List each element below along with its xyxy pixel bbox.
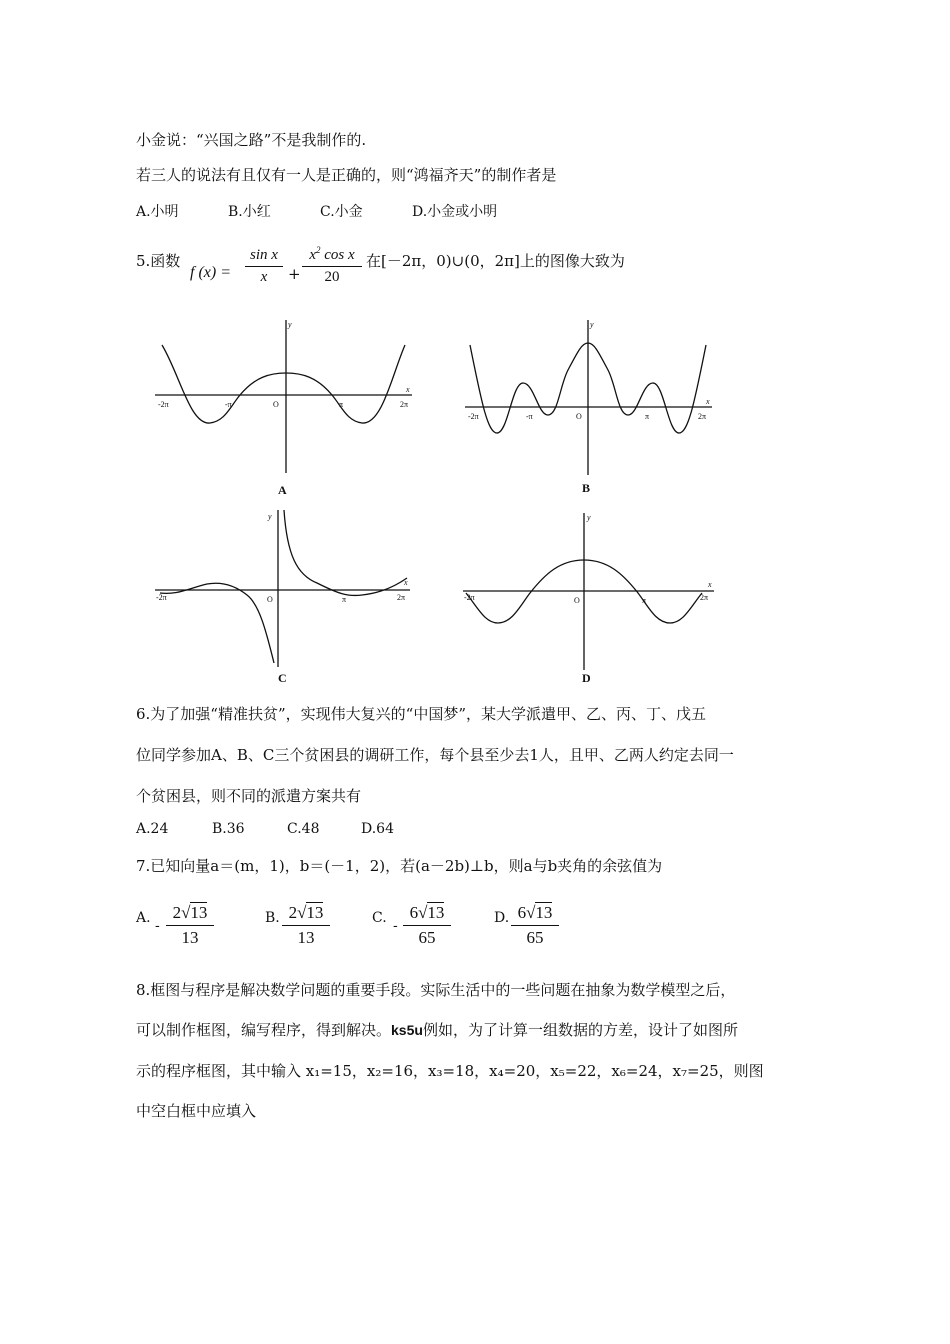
svg-text:-π: -π (225, 400, 232, 409)
q6-choice-c: C.48 (287, 821, 320, 837)
q4-condition: 若三人的说法有且仅有一人是正确的，则“鸿福齐天”的制作者是 (136, 166, 557, 184)
graph-d (460, 508, 720, 673)
q4-choice-c: C.小金 (320, 204, 363, 220)
q6-line-2: 位同学参加A、B、C三个贫困县的调研工作，每个县至少去1人，且甲、乙两人约定去同一 (136, 746, 734, 764)
q4-choice-a: A.小明 (136, 204, 179, 220)
q5-fraction-1 (245, 247, 283, 286)
svg-text:π: π (339, 400, 344, 409)
graph-c-label: C (278, 671, 287, 685)
graph-b (460, 315, 720, 480)
q4-statement-xiaojin: 小金说：“兴国之路”不是我制作的. (136, 131, 367, 149)
svg-text:-2π: -2π (156, 593, 167, 602)
q8-line-2: 可以制作框图，编写程序，得到解决。ks5u例如，为了计算一组数据的方差，设计了如图所 (136, 1021, 738, 1039)
q6-line-3: 个贫困县，则不同的派遣方案共有 (136, 787, 362, 805)
graph-a-label: A (278, 483, 287, 497)
q6-choice-d: D.64 (361, 821, 394, 837)
svg-text:O: O (273, 400, 279, 409)
svg-text:y: y (590, 320, 594, 329)
svg-text:-π: -π (526, 412, 533, 421)
q7-stem: 7.已知向量a＝(m，1)，b＝(－1，2)，若(a－2b)⊥b，则a与b夹角的余弦值为 (136, 857, 663, 875)
svg-text:x: x (708, 580, 712, 589)
svg-text:x: x (404, 578, 408, 587)
svg-text:O: O (576, 412, 582, 421)
svg-text:2π: 2π (397, 593, 406, 602)
q4-choice-b: B.小红 (228, 204, 271, 220)
q5-suffix: 在[－2π，0)∪(0，2π]上的图像大致为 (366, 252, 625, 270)
graph-d-label: D (582, 671, 591, 685)
q6-choice-b: B.36 (212, 821, 245, 837)
q6-choice-a: A.24 (136, 821, 169, 837)
q5-frac1-denominator: x (260, 269, 268, 285)
svg-text:2π: 2π (700, 593, 709, 602)
graph-b-label: B (582, 481, 591, 495)
q5-fraction-2 (302, 245, 362, 286)
svg-text:π: π (342, 595, 347, 604)
svg-text:y: y (288, 320, 292, 329)
svg-text:-2π: -2π (468, 412, 479, 421)
graph-c (152, 505, 417, 670)
q5-frac2-denominator: 20 (324, 269, 340, 285)
svg-text:-2π: -2π (158, 400, 169, 409)
q8-line-3: 示的程序框图，其中输入 x₁=15，x₂=16，x₃=18，x₄=20，x₅=22，x₆=24，x₇=25，则图 (136, 1062, 764, 1080)
svg-text:-2π: -2π (464, 593, 475, 602)
ks5u-logo: ks5u (391, 1022, 423, 1038)
svg-text:π: π (642, 596, 647, 605)
svg-text:2π: 2π (400, 400, 409, 409)
svg-text:O: O (267, 595, 273, 604)
q5-function-name: f (x) = (190, 264, 231, 281)
svg-text:x: x (406, 385, 410, 394)
graph-a (150, 315, 420, 480)
svg-text:2π: 2π (698, 412, 707, 421)
q5-prefix: 5.函数 (136, 252, 181, 270)
q8-line-4: 中空白框中应填入 (136, 1102, 257, 1120)
q5-frac1-numerator: sin x (250, 247, 278, 263)
q4-choice-d: D.小金或小明 (412, 204, 498, 220)
q6-line-1: 6.为了加强“精准扶贫”，实现伟大复兴的“中国梦”，某大学派遣甲、乙、丙、丁、戊五 (136, 705, 706, 723)
q8-line-1: 8.框图与程序是解决数学问题的重要手段。实际生活中的一些问题在抽象为数学模型之后， (136, 981, 736, 999)
q5-plus: + (288, 265, 301, 283)
svg-text:y: y (268, 512, 272, 521)
svg-text:π: π (645, 412, 650, 421)
q5-frac2-numerator: $x^2$ cos x (309, 245, 355, 263)
svg-text:O: O (574, 596, 580, 605)
svg-text:y: y (587, 513, 591, 522)
svg-text:x: x (706, 397, 710, 406)
